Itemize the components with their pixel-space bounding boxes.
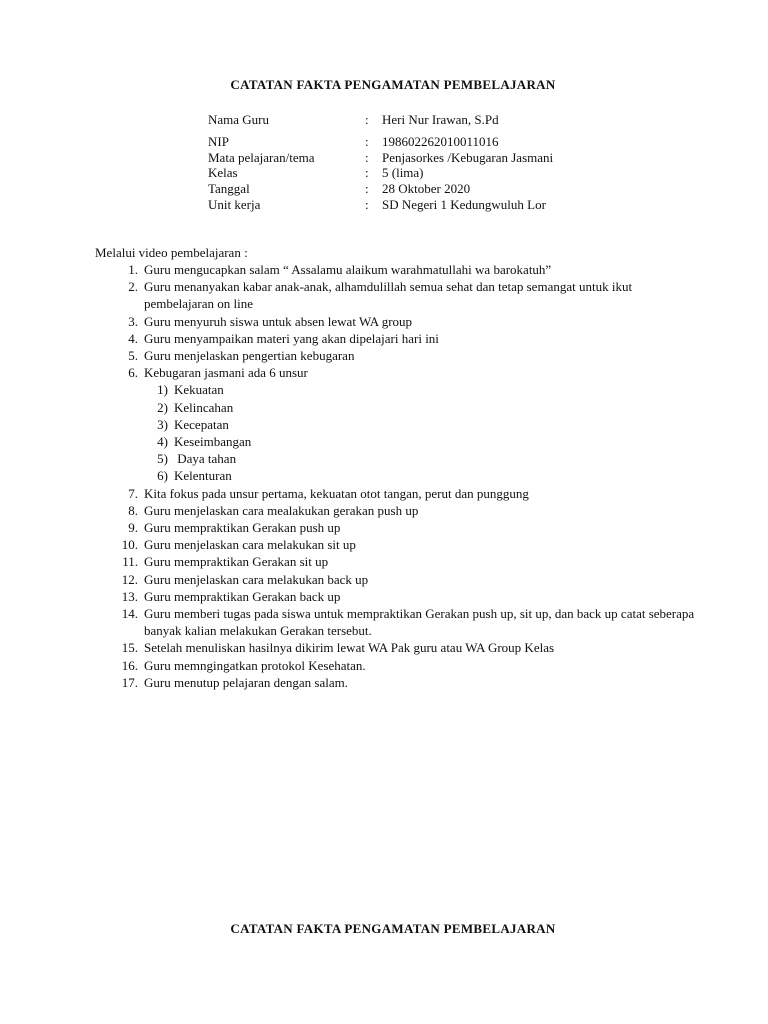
- activity-list: [104, 261, 704, 691]
- list-item: [104, 364, 704, 381]
- info-row-nip: [208, 134, 553, 150]
- list-text: Guru mempraktikan Gerakan push up: [144, 520, 341, 536]
- list-text: Guru menjelaskan pengertian kebugaran: [144, 348, 355, 364]
- intro-text: Melalui video pembelajaran :: [95, 245, 248, 260]
- info-label: Mata pelajaran/tema: [208, 149, 315, 165]
- sub-list-item: [104, 399, 704, 416]
- info-label: NIP: [208, 133, 229, 149]
- list-number: 1.: [128, 262, 138, 277]
- list-item: [104, 261, 704, 278]
- list-item: [104, 502, 704, 519]
- list-text: Setelah menuliskan hasilnya dikirim lewat WA Pak guru atau WA Group Kelas: [144, 640, 555, 656]
- sub-list-item: [104, 433, 704, 450]
- list-text: Guru mempraktikan Gerakan back up: [144, 588, 341, 604]
- list-item: [104, 639, 704, 656]
- sub-list-text: Kecepatan: [174, 416, 229, 432]
- list-item: [104, 588, 704, 605]
- list-item: [104, 485, 704, 502]
- info-value: SD Negeri 1 Kedungwuluh Lor: [382, 196, 546, 212]
- sub-list-text: Keseimbangan: [174, 434, 252, 450]
- list-text: Guru menutup pelajaran dengan salam.: [144, 674, 348, 690]
- list-text: Guru memberi tugas pada siswa untuk mempraktikan Gerakan push up, sit up, dan back up catat seberapa banyak kalian melakukan Gerakan tersebut.: [144, 606, 695, 639]
- info-colon: :: [365, 196, 369, 212]
- info-row-kelas: [208, 165, 553, 181]
- teacher-info-table: [208, 112, 553, 213]
- list-item: [104, 571, 704, 588]
- sub-list-text: Daya tahan: [174, 451, 237, 467]
- list-number: 4.: [128, 330, 138, 346]
- info-label: Tanggal: [208, 181, 250, 197]
- sub-list-text: Kelincahan: [174, 399, 234, 415]
- info-value: 28 Oktober 2020: [382, 181, 471, 197]
- info-row-nama-guru: [208, 112, 553, 128]
- list-number: 12.: [121, 571, 138, 587]
- info-label: Kelas: [208, 165, 238, 181]
- info-value: 198602262010011016: [382, 133, 499, 149]
- list-item: [104, 347, 704, 364]
- info-colon: :: [365, 112, 369, 127]
- page-title: CATATAN FAKTA PENGAMATAN PEMBELAJARAN: [230, 77, 556, 92]
- list-item: [104, 536, 704, 553]
- sub-list-item: [104, 381, 704, 398]
- info-row-unit-kerja: [208, 197, 553, 213]
- info-row-tanggal: [208, 181, 553, 197]
- list-item: [104, 330, 704, 347]
- sub-list-number: 1): [157, 382, 168, 398]
- sub-list-number: 2): [157, 399, 168, 415]
- list-number: 3.: [128, 313, 138, 329]
- sub-list-number: 4): [157, 434, 168, 450]
- page-title-next: CATATAN FAKTA PENGAMATAN PEMBELAJARAN: [230, 921, 556, 936]
- info-value: Penjasorkes /Kebugaran Jasmani: [382, 149, 554, 165]
- list-text: Guru menyampaikan materi yang akan dipelajari hari ini: [144, 330, 439, 346]
- sub-list-text: Kekuatan: [174, 382, 224, 398]
- info-colon: :: [365, 149, 369, 165]
- list-text: Kebugaran jasmani ada 6 unsur: [144, 365, 308, 381]
- list-number: 13.: [121, 588, 138, 604]
- sub-list-item: [104, 467, 704, 484]
- info-row-mata-pelajaran: [208, 150, 553, 166]
- sub-list-item: [104, 416, 704, 433]
- info-colon: :: [365, 181, 369, 197]
- list-text: Guru menjelaskan cara mealakukan gerakan push up: [144, 502, 419, 518]
- info-colon: :: [365, 165, 369, 181]
- sub-list-number: 3): [157, 416, 168, 432]
- list-number: 5.: [128, 348, 138, 364]
- list-item: [104, 278, 704, 312]
- sub-list-number: 6): [157, 468, 168, 484]
- list-number: 11.: [122, 554, 138, 570]
- info-label: Unit kerja: [208, 196, 261, 212]
- info-label: Nama Guru: [208, 112, 270, 127]
- list-number: 8.: [128, 502, 138, 518]
- list-text: Guru menanyakan kabar anak-anak, alhamdulillah semua sehat dan tetap semangat untuk ikut pembelajaran on line: [144, 279, 633, 312]
- list-item: [104, 674, 704, 691]
- list-text: Guru mengucapkan salam “ Assalamu alaikum warahmatullahi wa barokatuh”: [144, 262, 552, 277]
- list-item: [104, 657, 704, 674]
- info-value: Heri Nur Irawan, S.Pd: [382, 112, 499, 127]
- list-item: [104, 605, 704, 639]
- list-item: [104, 313, 704, 330]
- list-item: [104, 553, 704, 570]
- list-number: 2.: [128, 279, 138, 295]
- list-number: 16.: [121, 657, 138, 673]
- list-text: Guru menjelaskan cara melakukan back up: [144, 571, 369, 587]
- list-number: 14.: [121, 606, 138, 622]
- list-text: Guru mempraktikan Gerakan sit up: [144, 554, 329, 570]
- sub-list-item: [104, 450, 704, 467]
- sub-list-number: 5): [157, 451, 168, 467]
- list-number: 10.: [121, 537, 138, 553]
- list-number: 9.: [128, 520, 138, 536]
- list-text: Guru menjelaskan cara melakukan sit up: [144, 537, 356, 553]
- list-number: 7.: [128, 485, 138, 501]
- list-text: Guru menyuruh siswa untuk absen lewat WA group: [144, 313, 413, 329]
- list-text: Guru memngingatkan protokol Kesehatan.: [144, 657, 366, 673]
- list-number: 15.: [121, 640, 138, 656]
- list-text: Kita fokus pada unsur pertama, kekuatan otot tangan, perut dan punggung: [144, 485, 529, 501]
- list-number: 6.: [128, 365, 138, 381]
- info-value: 5 (lima): [382, 165, 424, 181]
- info-colon: :: [365, 133, 369, 149]
- list-number: 17.: [121, 674, 138, 690]
- list-item: [104, 519, 704, 536]
- sub-list-text: Kelenturan: [174, 468, 232, 484]
